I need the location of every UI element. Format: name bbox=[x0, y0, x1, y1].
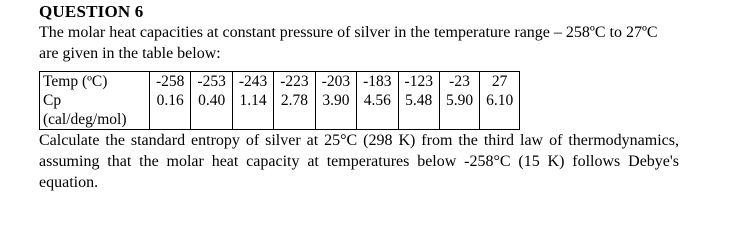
question-document bbox=[39, 2, 739, 193]
cp-cell: 6.10 bbox=[480, 91, 520, 130]
cp-cell: 5.90 bbox=[439, 91, 479, 130]
temp-cell: -203 bbox=[315, 72, 356, 92]
cp-cell: 0.40 bbox=[191, 91, 232, 130]
question-body: Calculate the standard entropy of silver at 25°C (298 K) from the third law of thermodynamics, assuming that the molar heat capacity at temperatures below -258°C (15 K) follows Debye's equation. bbox=[39, 132, 679, 191]
question-title: QUESTION 6 bbox=[39, 2, 144, 21]
temp-cell: -23 bbox=[439, 72, 479, 92]
cp-label-units: (cal/deg/mol) bbox=[43, 111, 127, 128]
table-row-temperature bbox=[40, 72, 520, 92]
cp-cell: 2.78 bbox=[274, 91, 315, 130]
temp-cell: -183 bbox=[357, 72, 398, 92]
temp-cell: -223 bbox=[274, 72, 315, 92]
temp-cell: -123 bbox=[398, 72, 439, 92]
temp-cell: -253 bbox=[191, 72, 232, 92]
cp-cell: 4.56 bbox=[357, 91, 398, 130]
heat-capacity-table bbox=[39, 71, 520, 130]
cp-cell: 1.14 bbox=[232, 91, 273, 130]
cp-row-label bbox=[40, 91, 150, 130]
question-intro: The molar heat capacities at constant pressure of silver in the temperature range – 258ºC to 27ºC are given in the table below: bbox=[39, 24, 658, 62]
cp-label-symbol: Cp bbox=[43, 92, 62, 109]
temp-row-label: Temp (ºC) bbox=[40, 72, 150, 92]
cp-cell: 3.90 bbox=[315, 91, 356, 130]
temp-cell: 27 bbox=[480, 72, 520, 92]
table-row-heat-capacity bbox=[40, 91, 520, 130]
cp-cell: 0.16 bbox=[150, 91, 191, 130]
cp-cell: 5.48 bbox=[398, 91, 439, 130]
temp-cell: -258 bbox=[150, 72, 191, 92]
temp-cell: -243 bbox=[232, 72, 273, 92]
